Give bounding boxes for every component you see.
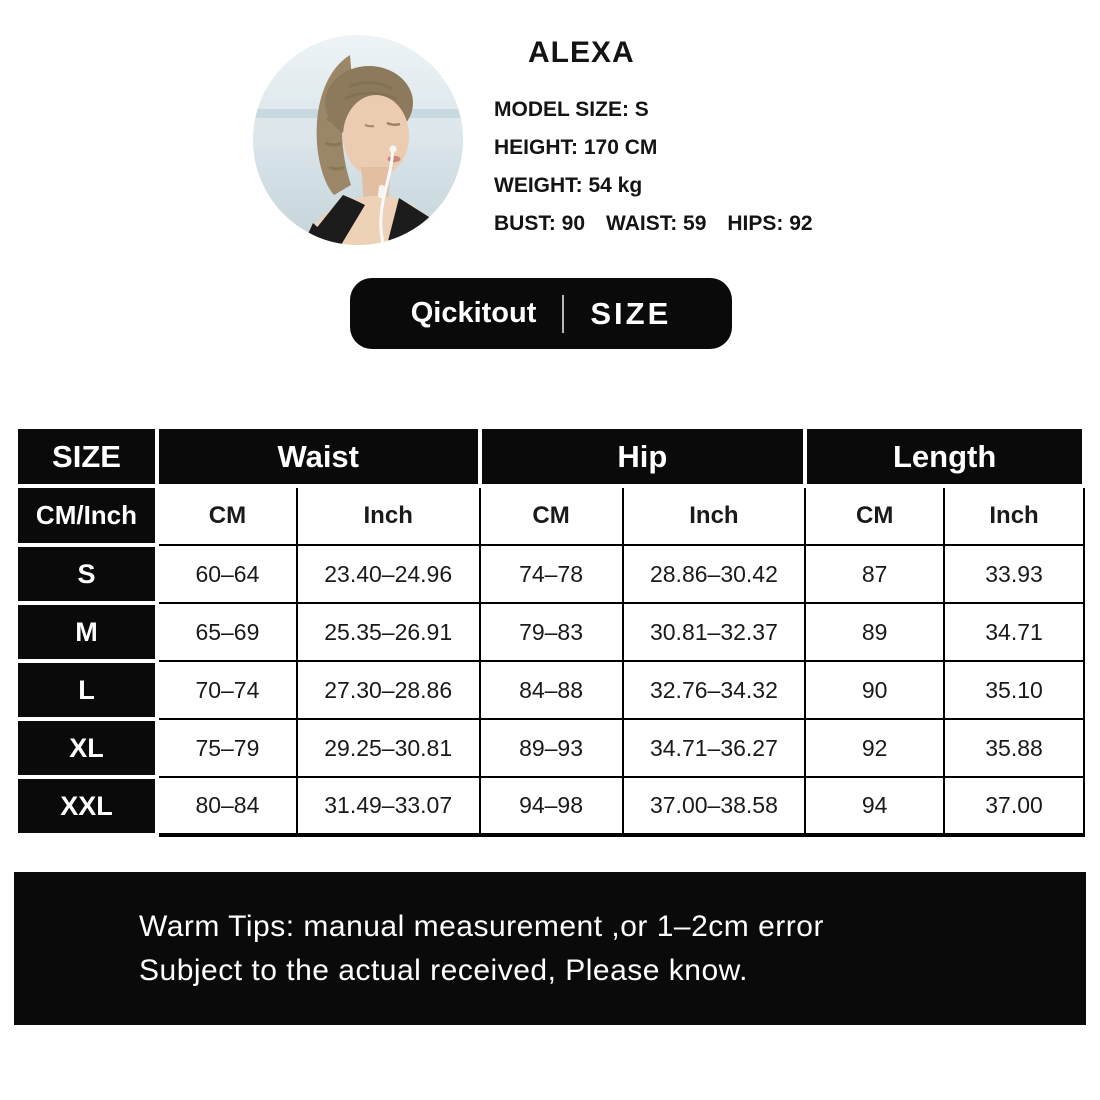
- model-name: ALEXA: [528, 36, 635, 69]
- waist-inch-cell: 29.25–30.81: [297, 719, 480, 777]
- length-cm-cell: 87: [805, 545, 944, 603]
- waist-inch-cell: 31.49–33.07: [297, 777, 480, 835]
- size-cell: XXL: [16, 777, 157, 835]
- table-row-xl: [16, 719, 1084, 777]
- model-height-line: HEIGHT: 170 CM: [494, 136, 658, 159]
- sub-header-waist-inch: Inch: [297, 486, 480, 545]
- waist-cm-cell: 65–69: [157, 603, 297, 661]
- hip-inch-cell: 37.00–38.58: [623, 777, 806, 835]
- model-info: [494, 36, 834, 236]
- length-inch-cell: 35.88: [944, 719, 1084, 777]
- hip-cm-cell: 94–98: [480, 777, 623, 835]
- model-measurements: [494, 212, 834, 236]
- col-header-hip: Hip: [480, 427, 806, 486]
- size-cell: L: [16, 661, 157, 719]
- length-inch-cell: 33.93: [944, 545, 1084, 603]
- length-cm-cell: 94: [805, 777, 944, 835]
- length-inch-cell: 37.00: [944, 777, 1084, 835]
- hip-cm-cell: 74–78: [480, 545, 623, 603]
- model-size-line: MODEL SIZE: S: [494, 98, 649, 121]
- model-bust: BUST: 90: [494, 212, 586, 235]
- hip-inch-cell: 34.71–36.27: [623, 719, 806, 777]
- model-weight-line: WEIGHT: 54 kg: [494, 174, 643, 197]
- waist-cm-cell: 60–64: [157, 545, 297, 603]
- hip-cm-cell: 84–88: [480, 661, 623, 719]
- sub-header-waist-cm: CM: [157, 486, 297, 545]
- size-table: [14, 425, 1086, 837]
- table-row-l: [16, 661, 1084, 719]
- waist-inch-cell: 27.30–28.86: [297, 661, 480, 719]
- sub-header-length-cm: CM: [805, 486, 944, 545]
- badge-divider: [562, 295, 564, 333]
- length-cm-cell: 92: [805, 719, 944, 777]
- waist-cm-cell: 80–84: [157, 777, 297, 835]
- model-photo: [253, 35, 463, 245]
- warm-tips-banner: [14, 872, 1086, 1025]
- sub-header-hip-inch: Inch: [623, 486, 806, 545]
- length-inch-cell: 34.71: [944, 603, 1084, 661]
- model-hips: HIPS: 92: [727, 212, 813, 235]
- model-avatar-illustration: [253, 35, 463, 245]
- hip-cm-cell: 89–93: [480, 719, 623, 777]
- waist-cm-cell: 75–79: [157, 719, 297, 777]
- hip-inch-cell: 28.86–30.42: [623, 545, 806, 603]
- length-cm-cell: 89: [805, 603, 944, 661]
- waist-cm-cell: 70–74: [157, 661, 297, 719]
- badge-size-label: SIZE: [590, 295, 672, 331]
- hip-inch-cell: 32.76–34.32: [623, 661, 806, 719]
- hip-cm-cell: 79–83: [480, 603, 623, 661]
- col-header-length: Length: [805, 427, 1084, 486]
- size-cell: XL: [16, 719, 157, 777]
- length-inch-cell: 35.10: [944, 661, 1084, 719]
- warm-tips-line2: Subject to the actual received, Please know.: [139, 953, 749, 987]
- sub-header-cm-inch: CM/Inch: [16, 486, 157, 545]
- size-cell: S: [16, 545, 157, 603]
- table-row-xxl: [16, 777, 1084, 835]
- warm-tips-line1: Warm Tips: manual measurement ,or 1–2cm error: [139, 909, 824, 943]
- brand-name: Qickitout: [410, 297, 537, 329]
- waist-inch-cell: 25.35–26.91: [297, 603, 480, 661]
- col-header-size: SIZE: [16, 427, 157, 486]
- table-row-s: [16, 545, 1084, 603]
- sub-header-length-inch: Inch: [944, 486, 1084, 545]
- hip-inch-cell: 30.81–32.37: [623, 603, 806, 661]
- col-header-waist: Waist: [157, 427, 480, 486]
- size-cell: M: [16, 603, 157, 661]
- model-waist: WAIST: 59: [606, 212, 707, 235]
- sub-header-hip-cm: CM: [480, 486, 623, 545]
- table-row-m: [16, 603, 1084, 661]
- brand-badge: [350, 278, 732, 349]
- length-cm-cell: 90: [805, 661, 944, 719]
- waist-inch-cell: 23.40–24.96: [297, 545, 480, 603]
